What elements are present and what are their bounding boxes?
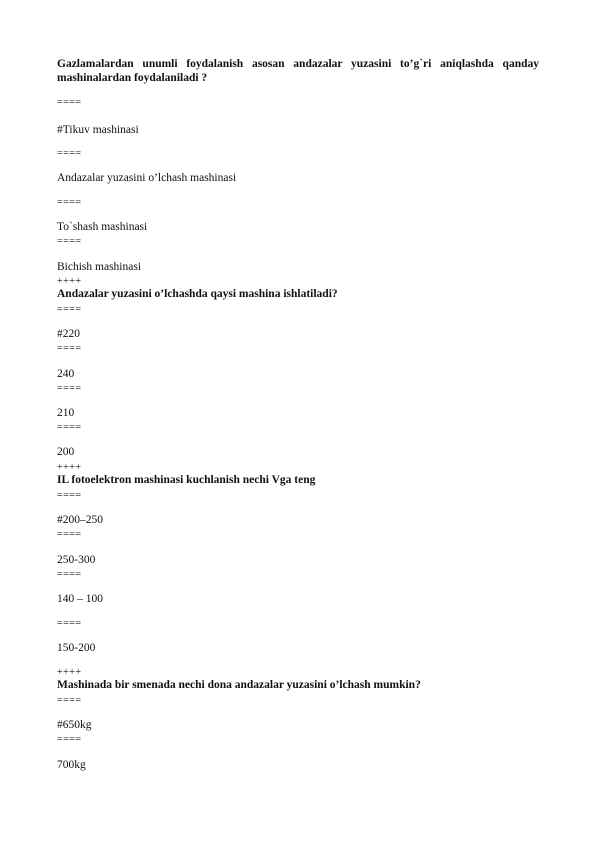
separator: ==== (57, 383, 82, 394)
answer-option: 240 (57, 368, 75, 380)
question-1: Gazlamalardan unumli foydalanish asosan andazalar yuzasini to’g`ri aniqlashda qanday mashinalardan foydalaniladi ? (57, 58, 539, 84)
question-4: Mashinada bir smenada nechi dona andazalar yuzasini o’lchash mumkin? (57, 679, 421, 691)
answer-option: 250-300 (57, 554, 96, 566)
question-2: Andazalar yuzasini o’lchashda qaysi mashina ishlatiladi? (57, 288, 338, 300)
answer-option: #220 (57, 328, 80, 340)
question-separator: ++++ (57, 276, 82, 287)
separator: ==== (57, 734, 82, 745)
separator: ==== (57, 97, 82, 108)
separator: ==== (57, 490, 82, 501)
separator: ==== (57, 529, 82, 540)
separator: ==== (57, 304, 82, 315)
separator: ==== (57, 197, 82, 208)
separator: ==== (57, 343, 82, 354)
separator: ==== (57, 569, 82, 580)
question-separator: ++++ (57, 462, 82, 473)
question-3: IL fotoelektron mashinasi kuchlanish nechi Vga teng (57, 474, 316, 486)
separator: ==== (57, 148, 82, 159)
answer-option: 150-200 (57, 642, 96, 654)
separator: ==== (57, 618, 82, 629)
answer-option: 140 – 100 (57, 593, 103, 605)
answer-option: 210 (57, 407, 75, 419)
answer-option: 700kg (57, 759, 86, 771)
question-separator: ++++ (57, 667, 82, 678)
answer-option: Andazalar yuzasini o’lchash mashinasi (57, 172, 237, 184)
answer-option: #200–250 (57, 514, 103, 526)
answer-option: #650kg (57, 719, 92, 731)
separator: ==== (57, 695, 82, 706)
answer-option: To`shash mashinasi (57, 221, 148, 233)
answer-option: #Tikuv mashinasi (57, 124, 139, 136)
separator: ==== (57, 422, 82, 433)
answer-option: 200 (57, 446, 75, 458)
answer-option: Bichish mashinasi (57, 261, 142, 273)
separator: ==== (57, 236, 82, 247)
